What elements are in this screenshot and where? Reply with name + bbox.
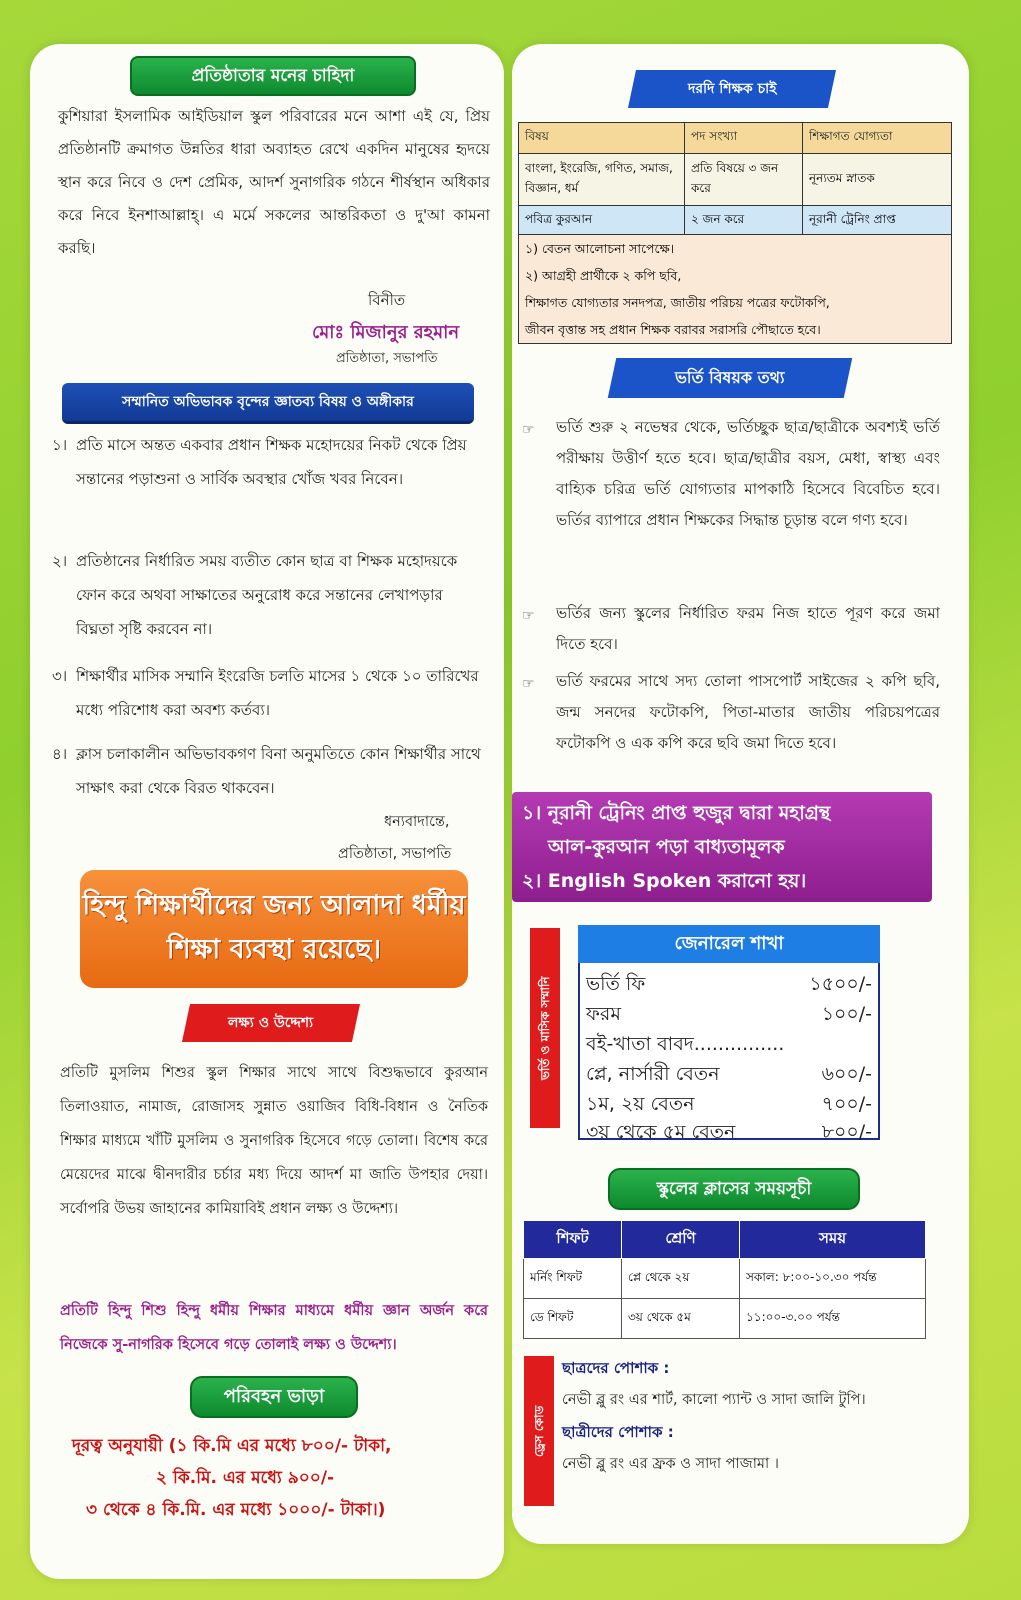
table-cell: ডে শিফট [524, 1299, 622, 1339]
teachers-title-text: দরদি শিক্ষক চাই [687, 81, 777, 97]
founder-signoff: বিনীত [368, 291, 406, 309]
guardian-item-1 [52, 428, 482, 538]
teachers-title [628, 70, 836, 108]
admission-point-3: ভর্তি ফরমের সাথে সদ্য তোলা পাসপোর্ট সাইজের ২ কপি ছবি, জন্ম সনদের ফটোকপি, পিতা-মাতার জাতীয় পরিচয়পত্রের ফটোকপি ও এক কপি করে ছবি জমা দিতে হবে। [556, 672, 940, 752]
fee-label: ৩য় থেকে ৫ম বেতন [586, 1121, 736, 1143]
mandatory-box [512, 792, 932, 902]
table-header: বিষয় [519, 123, 685, 154]
schedule-title: স্কুলের ক্লাসের সময়সূচী [608, 1168, 860, 1210]
table-header: শ্রেণি [622, 1221, 740, 1259]
admission-point-1: ভর্তি শুরু ২ নভেম্বর থেকে, ভর্তিচ্ছুক ছাত্র/ছাত্রীকে অবশ্যই ভর্তি পরীক্ষায় উত্তীর্ণ হতে হবে। ছাত্র/ছাত্রীর বয়স, মেধা, স্বাস্থ্য এবং বাহ্যিক চরিত্র ভর্তি যোগ্যতার মাপকাঠি হিসেবে বিবেচিত হবে। ভর্তির ব্যাপারে প্রধান শিক্ষকের সিদ্ধান্ত চূড়ান্ত বলে গণ্য হবে। [556, 418, 940, 529]
fee-value: ৮০০/- [821, 1121, 872, 1143]
teachers-table [518, 122, 952, 236]
fees-side-label: ভর্তি ও মাসিক সম্মানি [530, 928, 560, 1128]
admission-title [608, 358, 853, 398]
table-header: সময় [740, 1221, 926, 1259]
fee-label: প্লে, নার্সারী বেতন [586, 1063, 720, 1085]
table-cell: মর্নিং শিফট [524, 1259, 622, 1299]
table-cell: পবিত্র কুরআন [519, 206, 685, 236]
transport-title: পরিবহন ভাড়া [190, 1376, 358, 1418]
item-number: ২। [52, 552, 68, 570]
table-row [519, 154, 952, 206]
mandatory-line-2: আল-কুরআন পড়া বাধ্যতামূলক [548, 836, 785, 858]
fee-label: ভর্তি ফি [586, 973, 646, 995]
guardian-item-4 [52, 737, 482, 809]
table-cell: নূন্যতম স্নাতক [803, 154, 952, 206]
table-row [524, 1259, 926, 1299]
table-cell: ৩য় থেকে ৫ম [622, 1299, 740, 1339]
goals-hindu-body: প্রতিটি হিন্দু শিশু হিন্দু ধর্মীয় শিক্ষার মাধ্যমে ধর্মীয় জ্ঞান অর্জন করে নিজেকে সু-নাগরিক হিসেবে গড়ে তোলাই লক্ষ্য ও উদ্দেশ্য। [60, 1303, 488, 1353]
fee-value: ১৫০০/- [809, 973, 872, 995]
dress-boys-text: নেভী ব্লু রং এর শার্ট, কালো প্যান্ট ও সাদা জালি টুপি। [562, 1392, 866, 1408]
goals-body: প্রতিটি মুসলিম শিশুর স্কুল শিক্ষার সাথে সাথে বিশুদ্ধভাবে কুরআন তিলাওয়াত, নামাজ, রোজাসহ সুন্নাত ওয়াজিব বিধি-বিধান ও নৈতিক শিক্ষার মাধ্যমে খাঁটি মুসলিম ও সুনাগরিক হিসেবে গড়ে তোলা। বিশেষ করে মেয়েদের মাঝে দ্বীনদারীর চর্চার মধ্য দিয়ে আদর্শ মা জাতি উপহার দেয়া। সর্বোপরি উভয় জাহানের কামিয়াবিই প্রধান লক্ষ্য ও উদ্দেশ্য। [60, 1065, 488, 1217]
table-row [524, 1299, 926, 1339]
fee-label: ১ম, ২য় বেতন [586, 1093, 695, 1115]
founder-title: প্রতিষ্ঠাতার মনের চাহিদা [130, 56, 416, 96]
table-cell: নূরানী ট্রেনিং প্রাপ্ত [803, 206, 952, 236]
table-cell: প্রতি বিষয়ে ৩ জন করে [685, 154, 803, 206]
table-header: পদ সংখ্যা [685, 123, 803, 154]
item-number: ৩। [52, 667, 68, 685]
pointing-hand-icon: ☞ [522, 422, 535, 438]
dress-side-label: ড্রেস কোড [524, 1356, 554, 1506]
pointing-hand-icon: ☞ [522, 676, 535, 692]
admission-point-2: ভর্তির জন্য স্কুলের নির্ধারিত ফরম নিজ হাতে পূরণ করে জমা দিতে হবে। [556, 604, 940, 653]
table-cell: ১১:০০-৩.০০ পর্যন্ত [740, 1299, 926, 1339]
item-text: প্রতি মাসে অন্তত একবার প্রধান শিক্ষক মহোদয়ের নিকট থেকে প্রিয় সন্তানের পড়াশুনা ও সার্বিক অবস্থার খোঁজ খবর নিবেন। [76, 436, 467, 488]
fee-label: ফরম [586, 1003, 621, 1025]
hindu-notice: হিন্দু শিক্ষার্থীদের জন্য আলাদা ধর্মীয় শিক্ষা ব্যবস্থা রয়েছে। [80, 870, 468, 988]
dress-boys-title: ছাত্রদের পোশাক : [562, 1359, 670, 1377]
guardian-thanks: ধন্যবাদান্তে, [384, 814, 450, 830]
note-line: ২) আগ্রহী প্রার্থীকে ২ কপি ছবি, [525, 268, 682, 283]
transport-line-1: দূরত্ব অনুযায়ী (১ কি.মি এর মধ্যে ৮০০/- টাকা, [72, 1436, 392, 1456]
guardian-role: প্রতিষ্ঠাতা, সভাপতি [338, 846, 452, 862]
transport-line-2: ২ কি.মি. এর মধ্যে ৯০০/- [156, 1468, 335, 1488]
item-number: ১। [52, 436, 68, 454]
guardian-title: সম্মানিত অভিভাবক বৃন্দের জ্ঞাতব্য বিষয় ও অঙ্গীকার [62, 383, 474, 424]
teachers-notes [518, 234, 952, 344]
guardian-item-2 [52, 544, 482, 654]
item-number: ৪। [52, 745, 68, 763]
schedule-table [523, 1220, 926, 1339]
founder-name: মোঃ মিজানুর রহমান [312, 322, 460, 343]
guardian-item-3 [52, 659, 482, 731]
table-header: শিক্ষাগত যোগ্যতা [803, 123, 952, 154]
note-line: ১) বেতন আলোচনা সাপেক্ষে। [525, 241, 675, 256]
item-text: ক্লাস চলাকালীন অভিভাবকগণ বিনা অনুমতিতে কোন শিক্ষার্থীর সাথে সাক্ষাৎ করা থেকে বিরত থাকবেন। [76, 745, 481, 797]
table-cell: সকাল: ৮:০০-১০.৩০ পর্যন্ত [740, 1259, 926, 1299]
goals-title [182, 1004, 360, 1042]
dress-girls-title: ছাত্রীদের পোশাক : [562, 1423, 674, 1441]
table-header: শিফট [524, 1221, 622, 1259]
table-header-row [524, 1221, 926, 1259]
item-text: শিক্ষার্থীর মাসিক সম্মানি ইংরেজি চলতি মাসের ১ থেকে ১০ তারিখের মধ্যে পরিশোধ করা অবশ্য কর্তব্য। [76, 667, 479, 719]
admission-title-text: ভর্তি বিষয়ক তথ্য [675, 368, 785, 387]
goals-title-text: লক্ষ্য ও উদ্দেশ্য [228, 1015, 314, 1031]
item-text: প্রতিষ্ঠানের নির্ধারিত সময় ব্যতীত কোন ছাত্র বা শিক্ষক মহোদয়কে ফোন করে অথবা সাক্ষাতের অনুরোধ করে সন্তানের লেখাপড়ার বিঘ্নতা সৃষ্টি করবেন না। [76, 552, 458, 638]
founder-body: কুশিয়ারা ইসলামিক আইডিয়াল স্কুল পরিবারের মনে আশা এই যে, প্রিয় প্রতিষ্ঠানটি ক্রমাগত উন্নতির ধারা অব্যাহত রেখে একদিন মানুষের হৃদয়ে স্থান করে নিবে ও দেশ প্রেমিক, আদর্শ সুনাগরিক গঠনে শীর্ষস্থান অধিকার করে নিবে ইনশাআল্লাহ্‌। এ মর্মে সকলের আন্তরিকতা ও দু'আ কামনা করছি। [58, 107, 490, 257]
fee-label: বই-খাতা বাবদ............... [586, 1033, 785, 1055]
dress-girls-text: নেভী ব্লু রং এর ফ্রক ও সাদা পাজামা । [562, 1456, 779, 1472]
pointing-hand-icon: ☞ [522, 608, 535, 624]
founder-role: প্রতিষ্ঠাতা, সভাপতি [336, 351, 438, 366]
note-line: জীবন বৃত্তান্ত সহ প্রধান শিক্ষক বরাবর সরাসরি পৌছাতে হবে। [525, 322, 821, 337]
note-line: শিক্ষাগত যোগ্যতার সনদপত্র, জাতীয় পরিচয় পত্রের ফটোকপি, [525, 295, 830, 310]
table-header-row [519, 123, 952, 154]
fees-title: জেনারেল শাখা [578, 925, 880, 963]
fee-value: ৭০০/- [821, 1093, 872, 1115]
table-cell: প্লে থেকে ২য় [622, 1259, 740, 1299]
mandatory-line-3: ২। English Spoken করানো হয়। [522, 870, 807, 892]
table-cell: ২ জন করে [685, 206, 803, 236]
table-row [519, 206, 952, 236]
fee-value: ৬০০/- [821, 1063, 872, 1085]
transport-line-3: ৩ থেকে ৪ কি.মি. এর মধ্যে ১০০০/- টাকা।) [86, 1500, 386, 1520]
table-cell: বাংলা, ইংরেজি, গণিত, সমাজ, বিজ্ঞান, ধর্ম [519, 154, 685, 206]
fee-value: ১০০/- [821, 1003, 872, 1025]
mandatory-line-1: ১। নূরানী ট্রেনিং প্রাপ্ত হুজুর দ্বারা মহাগ্রন্থ [522, 802, 831, 824]
